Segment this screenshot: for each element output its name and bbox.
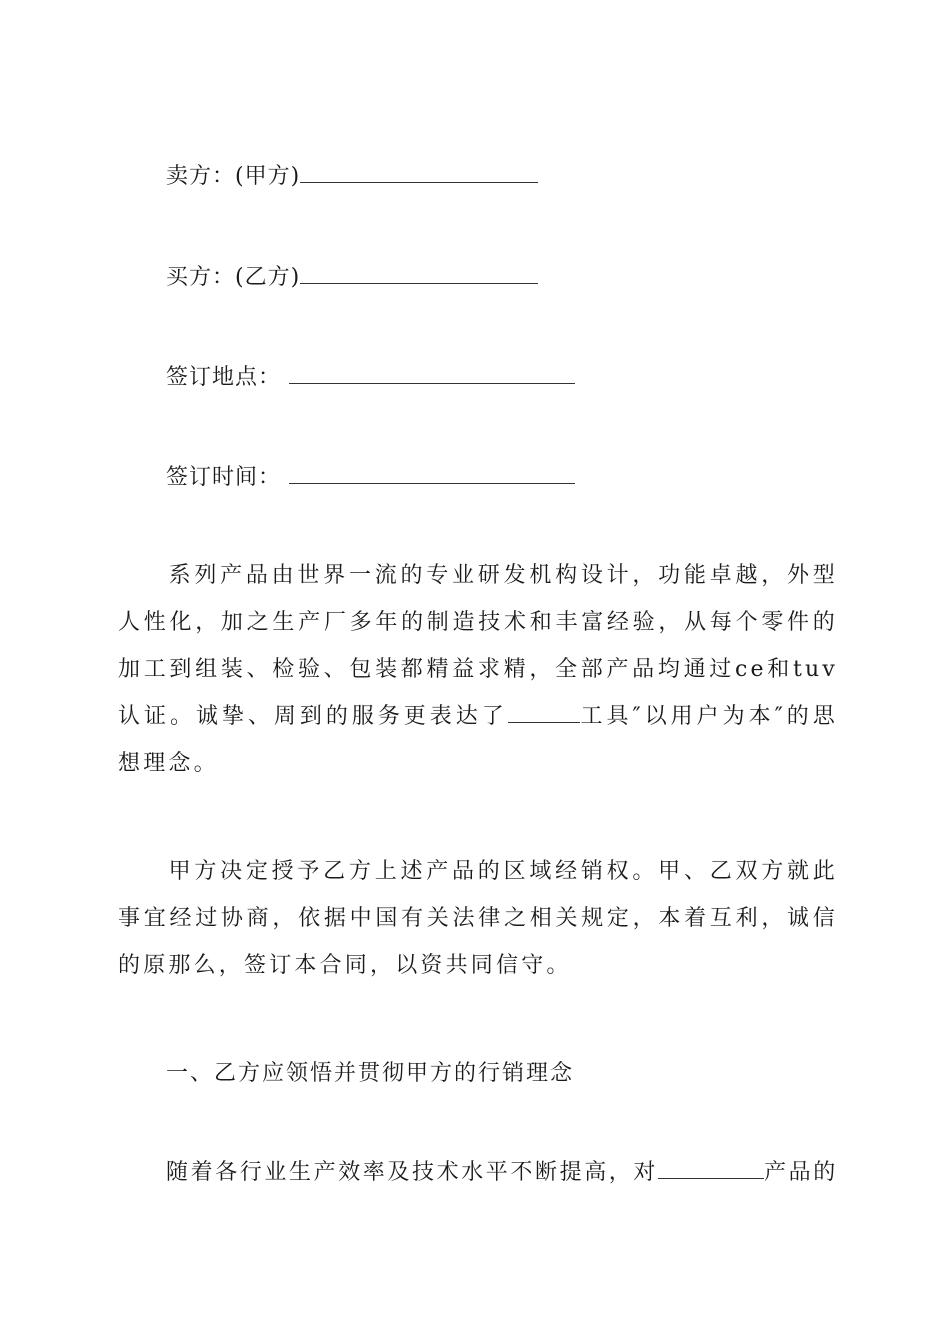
section-1-text-1: 随着各行业生产效率及技术水平不断提高，对 [166, 1160, 659, 1185]
authorization-paragraph [118, 848, 838, 989]
section-1-text-2: 产品的 [764, 1160, 838, 1185]
authorization-text: 甲方决定授予乙方上述产品的区域经销权。甲、乙双方就此事宜经过协商，依据中国有关法律之相关规定，本着互利，诚信的原那么，签订本合同，以资共同信守。 [118, 859, 838, 978]
section-1-heading: 一、乙方应领悟并贯彻甲方的行销理念 [166, 1061, 575, 1086]
date-blank [289, 463, 575, 484]
place-field [166, 363, 575, 392]
brand-blank [508, 702, 580, 723]
date-label: 签订时间： [166, 465, 282, 490]
place-label: 签订地点： [166, 365, 282, 390]
seller-blank [300, 162, 538, 183]
section-1-text [166, 1158, 838, 1187]
buyer-field [166, 263, 538, 292]
date-field [166, 463, 575, 492]
intro-text-2: 工具″以用户为本″的思想理念。 [118, 704, 838, 776]
product-blank [658, 1158, 764, 1179]
intro-text-1: 系列产品由世界一流的专业研发机构设计，功能卓越，外型人性化，加之生产厂多年的制造技术和丰富经验，从每个零件的加工到组装、检验、包装都精益求精，全部产品均通过ce和tuv认证。诚挚、周到的服务更表达了 [118, 563, 838, 729]
place-blank [289, 363, 575, 384]
seller-field [166, 162, 538, 191]
buyer-blank [300, 263, 538, 284]
buyer-label: 买方：(乙方) [166, 265, 301, 290]
seller-label: 卖方：(甲方) [166, 164, 301, 189]
intro-paragraph [118, 552, 838, 787]
